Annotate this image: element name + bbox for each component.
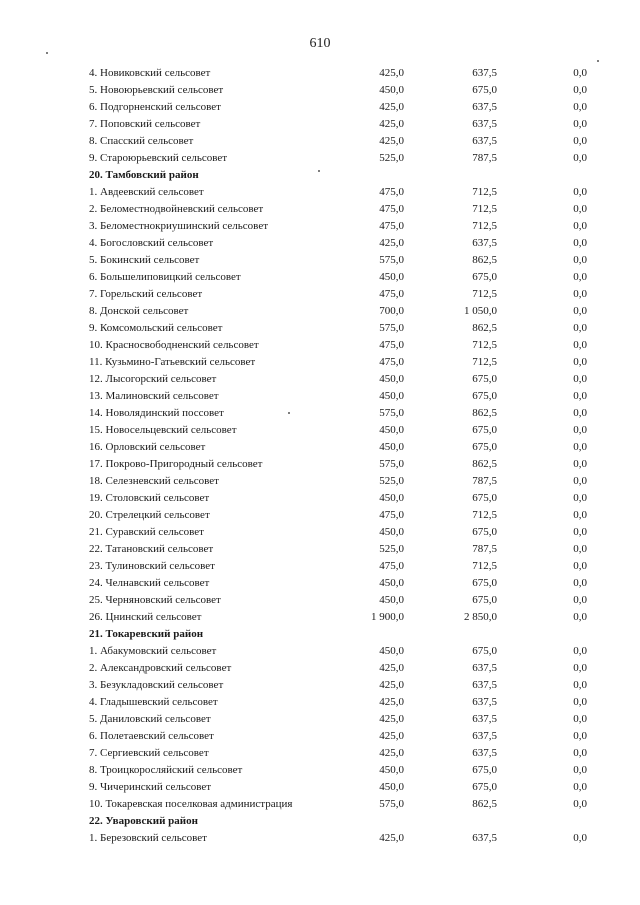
value-column-2: 2 850,0 (464, 611, 497, 623)
settlement-name: 10. Токаревская поселковая администрация (89, 798, 293, 810)
district-name: 21. Токаревский район (89, 628, 204, 640)
table-row (0, 422, 640, 439)
table-row (0, 99, 640, 116)
table-row (0, 388, 640, 405)
value-column-3: 0,0 (573, 203, 587, 215)
value-column-2: 637,5 (472, 135, 497, 147)
table-row (0, 609, 640, 626)
value-column-1: 475,0 (379, 356, 404, 368)
settlement-name: 7. Поповский сельсовет (89, 118, 201, 130)
value-column-1: 525,0 (379, 475, 404, 487)
value-column-1: 450,0 (379, 424, 404, 436)
value-column-3: 0,0 (573, 747, 587, 759)
value-column-2: 637,5 (472, 101, 497, 113)
value-column-3: 0,0 (573, 305, 587, 317)
value-column-2: 712,5 (472, 339, 497, 351)
value-column-2: 675,0 (472, 594, 497, 606)
value-column-1: 425,0 (379, 67, 404, 79)
table-row (0, 507, 640, 524)
value-column-3: 0,0 (573, 254, 587, 266)
value-column-2: 862,5 (472, 322, 497, 334)
value-column-3: 0,0 (573, 271, 587, 283)
value-column-1: 525,0 (379, 152, 404, 164)
settlement-name: 1. Авдеевский сельсовет (89, 186, 204, 198)
value-column-3: 0,0 (573, 526, 587, 538)
value-column-2: 712,5 (472, 203, 497, 215)
table-row (0, 439, 640, 456)
value-column-3: 0,0 (573, 713, 587, 725)
settlement-name: 14. Новолядинский поссовет (89, 407, 224, 419)
table-row (0, 218, 640, 235)
value-column-1: 450,0 (379, 645, 404, 657)
value-column-3: 0,0 (573, 237, 587, 249)
value-column-3: 0,0 (573, 577, 587, 589)
settlement-name: 19. Столовский сельсовет (89, 492, 210, 504)
table-row (0, 660, 640, 677)
value-column-3: 0,0 (573, 288, 587, 300)
value-column-1: 475,0 (379, 509, 404, 521)
value-column-3: 0,0 (573, 101, 587, 113)
value-column-1: 425,0 (379, 713, 404, 725)
value-column-1: 425,0 (379, 135, 404, 147)
value-column-2: 712,5 (472, 288, 497, 300)
value-column-1: 425,0 (379, 679, 404, 691)
table-row (0, 405, 640, 422)
value-column-2: 712,5 (472, 560, 497, 572)
value-column-3: 0,0 (573, 339, 587, 351)
value-column-3: 0,0 (573, 781, 587, 793)
value-column-2: 862,5 (472, 254, 497, 266)
value-column-2: 787,5 (472, 543, 497, 555)
value-column-2: 637,5 (472, 67, 497, 79)
settlement-name: 21. Суравский сельсовет (89, 526, 204, 538)
value-column-3: 0,0 (573, 730, 587, 742)
value-column-2: 637,5 (472, 730, 497, 742)
value-column-2: 675,0 (472, 577, 497, 589)
value-column-2: 637,5 (472, 662, 497, 674)
settlement-name: 18. Селезневский сельсовет (89, 475, 219, 487)
value-column-1: 450,0 (379, 526, 404, 538)
value-column-1: 450,0 (379, 594, 404, 606)
value-column-2: 1 050,0 (464, 305, 497, 317)
table-row (0, 150, 640, 167)
value-column-2: 637,5 (472, 679, 497, 691)
value-column-1: 450,0 (379, 390, 404, 402)
table-row (0, 745, 640, 762)
settlement-name: 20. Стрелецкий сельсовет (89, 509, 210, 521)
value-column-1: 450,0 (379, 764, 404, 776)
value-column-1: 425,0 (379, 662, 404, 674)
value-column-3: 0,0 (573, 118, 587, 130)
value-column-1: 425,0 (379, 101, 404, 113)
value-column-2: 787,5 (472, 152, 497, 164)
district-name: 20. Тамбовский район (89, 169, 199, 181)
table-row (0, 354, 640, 371)
value-column-2: 712,5 (472, 509, 497, 521)
settlement-name: 8. Троицкоросляйский сельсовет (89, 764, 243, 776)
value-column-1: 450,0 (379, 373, 404, 385)
table-row (0, 762, 640, 779)
value-column-1: 450,0 (379, 441, 404, 453)
value-column-3: 0,0 (573, 458, 587, 470)
table-row (0, 303, 640, 320)
value-column-3: 0,0 (573, 390, 587, 402)
table-row (0, 116, 640, 133)
value-column-2: 675,0 (472, 492, 497, 504)
value-column-1: 450,0 (379, 84, 404, 96)
table-row (0, 235, 640, 252)
settlement-name: 26. Цнинский сельсовет (89, 611, 202, 623)
settlement-name: 25. Черняновский сельсовет (89, 594, 221, 606)
table-row (0, 337, 640, 354)
value-column-3: 0,0 (573, 135, 587, 147)
settlement-name: 15. Новосельцевский сельсовет (89, 424, 237, 436)
settlement-name: 7. Сергиевский сельсовет (89, 747, 209, 759)
value-column-2: 712,5 (472, 356, 497, 368)
table-row (0, 796, 640, 813)
value-column-3: 0,0 (573, 322, 587, 334)
table-row (0, 201, 640, 218)
value-column-1: 425,0 (379, 696, 404, 708)
value-column-3: 0,0 (573, 560, 587, 572)
value-column-2: 637,5 (472, 832, 497, 844)
value-column-3: 0,0 (573, 220, 587, 232)
value-column-1: 575,0 (379, 798, 404, 810)
scan-speck (318, 170, 320, 172)
value-column-2: 637,5 (472, 237, 497, 249)
value-column-3: 0,0 (573, 84, 587, 96)
value-column-2: 637,5 (472, 696, 497, 708)
value-column-1: 1 900,0 (371, 611, 404, 623)
value-column-3: 0,0 (573, 67, 587, 79)
table-row (0, 677, 640, 694)
value-column-2: 675,0 (472, 373, 497, 385)
settlement-name: 11. Кузьмино-Гатьевский сельсовет (89, 356, 256, 368)
value-column-1: 575,0 (379, 254, 404, 266)
value-column-3: 0,0 (573, 407, 587, 419)
settlement-name: 13. Малиновский сельсовет (89, 390, 219, 402)
value-column-1: 425,0 (379, 747, 404, 759)
table-row (0, 473, 640, 490)
section-header-row (0, 626, 640, 643)
value-column-2: 675,0 (472, 271, 497, 283)
settlement-name: 8. Донской сельсовет (89, 305, 189, 317)
value-column-2: 675,0 (472, 84, 497, 96)
table-row (0, 592, 640, 609)
value-column-2: 675,0 (472, 781, 497, 793)
settlement-name: 9. Староюрьевский сельсовет (89, 152, 228, 164)
settlement-name: 12. Лысогорский сельсовет (89, 373, 217, 385)
settlement-name: 23. Тулиновский сельсовет (89, 560, 215, 572)
value-column-1: 475,0 (379, 560, 404, 572)
settlement-name: 5. Даниловский сельсовет (89, 713, 211, 725)
value-column-1: 450,0 (379, 271, 404, 283)
value-column-3: 0,0 (573, 645, 587, 657)
table-row (0, 524, 640, 541)
table-row (0, 286, 640, 303)
value-column-1: 450,0 (379, 781, 404, 793)
value-column-1: 425,0 (379, 237, 404, 249)
value-column-1: 525,0 (379, 543, 404, 555)
value-column-3: 0,0 (573, 509, 587, 521)
value-column-2: 862,5 (472, 407, 497, 419)
value-column-2: 675,0 (472, 441, 497, 453)
table-row (0, 830, 640, 847)
table-row (0, 65, 640, 82)
table-row (0, 269, 640, 286)
table-row (0, 82, 640, 99)
settlement-name: 9. Чичеринский сельсовет (89, 781, 212, 793)
value-column-3: 0,0 (573, 611, 587, 623)
value-column-1: 575,0 (379, 407, 404, 419)
value-column-3: 0,0 (573, 832, 587, 844)
scan-speck (597, 60, 599, 62)
page-number: 610 (309, 36, 331, 51)
settlement-name: 6. Полетаевский сельсовет (89, 730, 214, 742)
settlement-name: 4. Новиковский сельсовет (89, 67, 211, 79)
scan-speck (46, 52, 48, 54)
table-row (0, 184, 640, 201)
value-column-3: 0,0 (573, 798, 587, 810)
settlement-name: 2. Александровский сельсовет (89, 662, 232, 674)
table-row (0, 711, 640, 728)
table-row (0, 456, 640, 473)
value-column-1: 475,0 (379, 288, 404, 300)
settlement-name: 24. Челнавский сельсовет (89, 577, 210, 589)
table-row (0, 575, 640, 592)
value-column-3: 0,0 (573, 543, 587, 555)
table-row (0, 779, 640, 796)
value-column-3: 0,0 (573, 475, 587, 487)
value-column-2: 712,5 (472, 186, 497, 198)
value-column-3: 0,0 (573, 152, 587, 164)
value-column-1: 425,0 (379, 730, 404, 742)
value-column-3: 0,0 (573, 764, 587, 776)
value-column-3: 0,0 (573, 679, 587, 691)
value-column-2: 637,5 (472, 713, 497, 725)
table-row (0, 490, 640, 507)
value-column-2: 787,5 (472, 475, 497, 487)
table-row (0, 558, 640, 575)
value-column-2: 862,5 (472, 798, 497, 810)
value-column-1: 425,0 (379, 832, 404, 844)
value-column-3: 0,0 (573, 492, 587, 504)
table-row (0, 320, 640, 337)
settlement-name: 1. Березовский сельсовет (89, 832, 207, 844)
table-row (0, 133, 640, 150)
value-column-3: 0,0 (573, 662, 587, 674)
value-column-3: 0,0 (573, 594, 587, 606)
settlement-name: 22. Татановский сельсовет (89, 543, 214, 555)
value-column-2: 675,0 (472, 645, 497, 657)
settlement-name: 4. Гладышевский сельсовет (89, 696, 218, 708)
settlement-name: 17. Покрово-Пригородный сельсовет (89, 458, 263, 470)
value-column-3: 0,0 (573, 373, 587, 385)
value-column-2: 675,0 (472, 764, 497, 776)
value-column-2: 675,0 (472, 424, 497, 436)
settlement-name: 3. Безукладовский сельсовет (89, 679, 224, 691)
value-column-2: 862,5 (472, 458, 497, 470)
value-column-1: 475,0 (379, 220, 404, 232)
value-column-3: 0,0 (573, 696, 587, 708)
table-row (0, 694, 640, 711)
value-column-1: 450,0 (379, 492, 404, 504)
district-name: 22. Уваровский район (89, 815, 198, 827)
section-header-row (0, 167, 640, 184)
value-column-3: 0,0 (573, 186, 587, 198)
settlement-name: 4. Богословский сельсовет (89, 237, 214, 249)
settlement-name: 6. Большелиповицкий сельсовет (89, 271, 241, 283)
table-row (0, 541, 640, 558)
settlement-name: 5. Бокинский сельсовет (89, 254, 200, 266)
value-column-2: 675,0 (472, 526, 497, 538)
settlement-name: 2. Беломестнодвойневский сельсовет (89, 203, 264, 215)
value-column-2: 637,5 (472, 747, 497, 759)
table-row (0, 371, 640, 388)
value-column-3: 0,0 (573, 424, 587, 436)
settlement-name: 8. Спасский сельсовет (89, 135, 194, 147)
table-row (0, 728, 640, 745)
value-column-1: 475,0 (379, 186, 404, 198)
scan-speck (288, 412, 290, 414)
value-column-1: 475,0 (379, 203, 404, 215)
value-column-3: 0,0 (573, 356, 587, 368)
value-column-2: 637,5 (472, 118, 497, 130)
settlement-name: 6. Подгорненский сельсовет (89, 101, 221, 113)
allocation-table (0, 65, 640, 847)
settlement-name: 1. Абакумовский сельсовет (89, 645, 217, 657)
value-column-1: 425,0 (379, 118, 404, 130)
value-column-2: 712,5 (472, 220, 497, 232)
value-column-3: 0,0 (573, 441, 587, 453)
settlement-name: 10. Красносвободненский сельсовет (89, 339, 259, 351)
value-column-1: 475,0 (379, 339, 404, 351)
value-column-1: 700,0 (379, 305, 404, 317)
value-column-1: 450,0 (379, 577, 404, 589)
settlement-name: 16. Орловский сельсовет (89, 441, 206, 453)
value-column-2: 675,0 (472, 390, 497, 402)
settlement-name: 5. Новоюрьевский сельсовет (89, 84, 224, 96)
value-column-1: 575,0 (379, 458, 404, 470)
table-row (0, 252, 640, 269)
table-row (0, 643, 640, 660)
section-header-row (0, 813, 640, 830)
settlement-name: 7. Горельский сельсовет (89, 288, 203, 300)
settlement-name: 3. Беломестнокриушинский сельсовет (89, 220, 269, 232)
settlement-name: 9. Комсомольский сельсовет (89, 322, 223, 334)
value-column-1: 575,0 (379, 322, 404, 334)
